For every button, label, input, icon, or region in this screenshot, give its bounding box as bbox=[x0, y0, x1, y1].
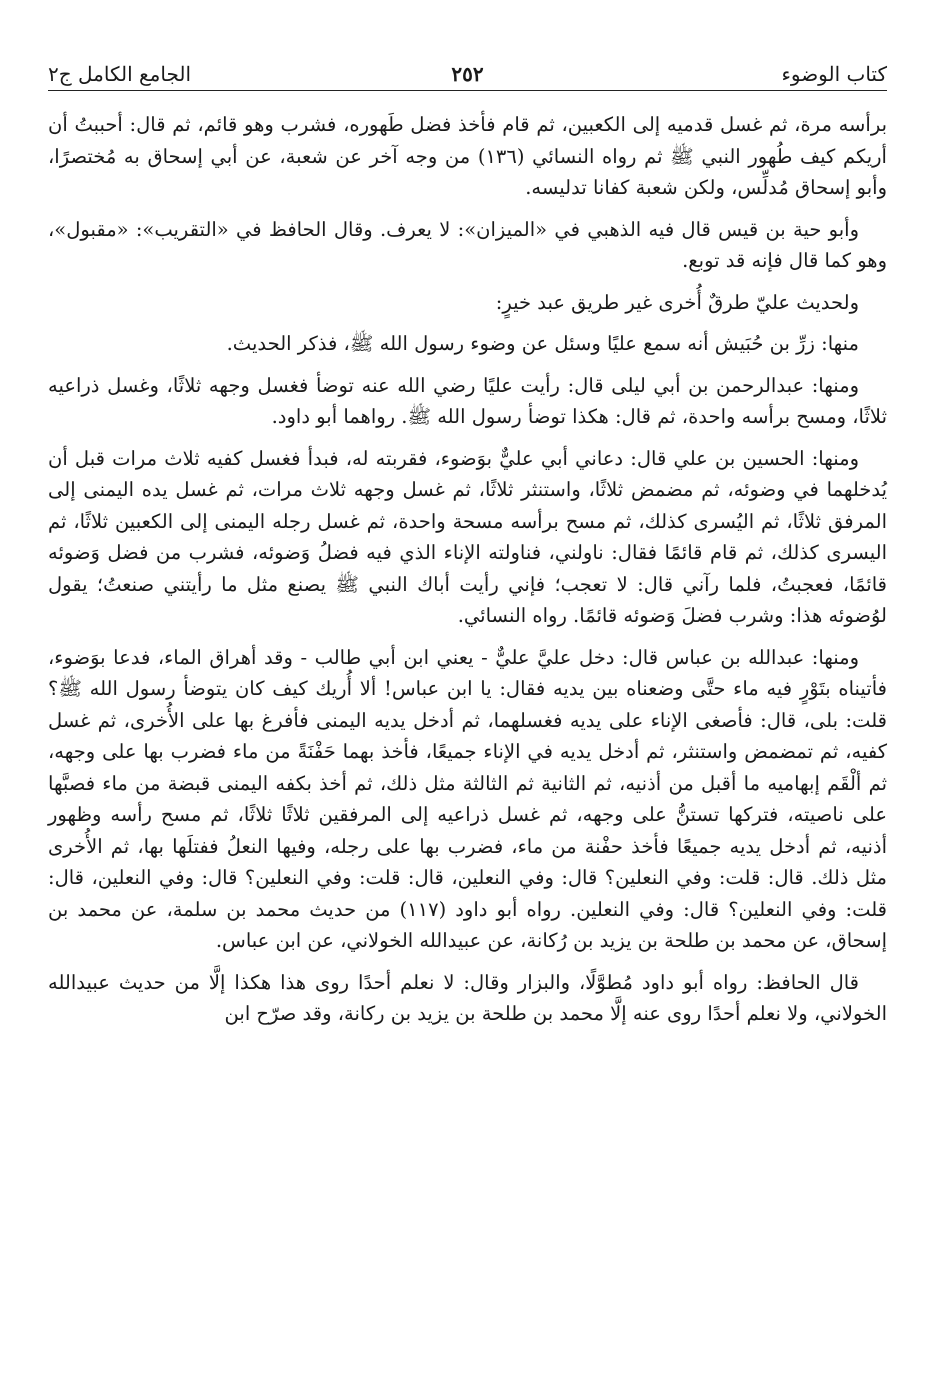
paragraph-4: منها: زرِّ بن حُبَيش أنه سمع عليًا وسئل عن وضوء رسول الله ﷺ، فذكر الحديث. bbox=[226, 332, 859, 355]
running-header bbox=[48, 50, 887, 91]
page-body bbox=[48, 109, 887, 1030]
page-number: ٢٥٢ bbox=[451, 62, 484, 86]
paragraph-6: ومنها: الحسين بن علي قال: دعاني أبي عليٌّ بوَضوء، فقربته له، فبدأ فغسل كفيه ثلاث مرات قبل أن يُدخلهما في وضوئه، ثم مضمض ثلاثًا، واستنثر ثلاثًا، ثم غسل وجهه ثلاث مرات، ثم غسل يده اليمنى إلى المرفق ثلاثًا، ثم اليُسرى كذلك، ثم مسح برأسه مسحة واحدة، ثم غسل رجله اليمنى إلى الكعبين ثلاثًا، ثم اليسرى كذلك، ثم قام قائمًا فقال: ناولني، فناولته الإناء الذي فيه فضلُ وَضوئه، فشرب من فضل وَضوئه قائمًا، فعجبتُ، فلما رآني قال: لا تعجب؛ فإني رأيت أباك النبي ﷺ يصنع مثل ما رأيتني صنعتُ؛ يقول لوُضوئه هذا: وشرب فضلَ وَضوئه قائمًا. رواه النسائي. bbox=[48, 446, 887, 627]
paragraph-5: ومنها: عبدالرحمن بن أبي ليلى قال: رأيت عليًا رضي الله عنه توضأ فغسل وجهه ثلاثًا، وغسل ذراعيه ثلاثًا، ومسح برأسه واحدة، ثم قال: هكذا توضأ رسول الله ﷺ. رواهما أبو داود. bbox=[48, 373, 887, 428]
book-title: الجامع الكامل ج٢ bbox=[48, 62, 192, 86]
chapter-title: كتاب الوضوء bbox=[781, 62, 887, 86]
paragraph-8: قال الحافظ: رواه أبو داود مُطوَّلًا، والبزار وقال: لا نعلم أحدًا روى هذا هكذا إلَّا من حديث عبيدالله الخولاني، ولا نعلم أحدًا روى عنه إلَّا محمد بن طلحة بن يزيد بن ركانة، وقد صرّح ابن bbox=[48, 970, 887, 1025]
paragraph-3: ولحديث عليّ طرقٌ أُخرى غير طريق عبد خيرٍ: bbox=[495, 290, 859, 314]
paragraph-1: برأسه مرة، ثم غسل قدميه إلى الكعبين، ثم قام فأخذ فضل طَهوره، فشرب وهو قائم، ثم قال: أحببتُ أن أريكم كيف طُهور النبي ﷺ ثم رواه النسائي (١٣٦) من وجه آخر عن شعبة، عن أبي إسحاق به مُختصرًا، وأبو إسحاق مُدلِّس، ولكن شعبة كفانا تدليسه. bbox=[48, 113, 887, 199]
paragraph-2: وأبو حية بن قيس قال فيه الذهبي في «الميزان»: لا يعرف. وقال الحافظ في «التقريب»: «مقبول»، وهو كما قال فإنه قد توبع. bbox=[48, 217, 887, 272]
book-page bbox=[48, 50, 887, 1370]
paragraph-7: ومنها: عبدالله بن عباس قال: دخل عليَّ عليٌّ - يعني ابن أبي طالب - وقد أهراق الماء، فدعا بوَضوء، فأتيناه بتَوْرٍ فيه ماء حتَّى وضعناه بين يديه فقال: يا ابن عباس! ألا أُريك كيف كان يتوضأ رسول الله ﷺ؟ قلت: بلى، قال: فأصغى الإناء على يديه فغسلهما، ثم أدخل يديه اليمنى فأفرغ بها على الأُخرى، ثم غسل كفيه، ثم تمضمض واستنثر، ثم أدخل يديه في الإناء جميعًا، فأخذ بهما حَفْنَةً من ماء فضرب بها على وجهه، ثم ألْقَم إبهاميه ما أقبل من أذنيه، ثم الثانية ثم الثالثة مثل ذلك، ثم أخذ بكفه اليمنى قبضة من ماء فصبَّها على ناصيته، فتركها تستنُّ على وجهه، ثم غسل ذراعيه إلى المرفقين ثلاثًا ثلاثًا، ثم مسح رأسه وظهور أذنيه، ثم أدخل يديه جميعًا فأخذ حفْنة من ماء، فضرب بها على رجله، وفيها النعلُ ففتلَها بها، ثم الأُخرى مثل ذلك. قال: قلت: وفي النعلين؟ قال: وفي النعلين، قال: قلت: وفي النعلين؟ قال: وفي النعلين، قال: قلت: وفي النعلين؟ قال: وفي النعلين. رواه أبو داود (١١٧) من حديث محمد بن سلمة، عن محمد بن إسحاق، عن محمد بن طلحة بن يزيد بن رُكانة، عن عبيدالله الخولاني، عن ابن عباس. bbox=[48, 645, 887, 952]
